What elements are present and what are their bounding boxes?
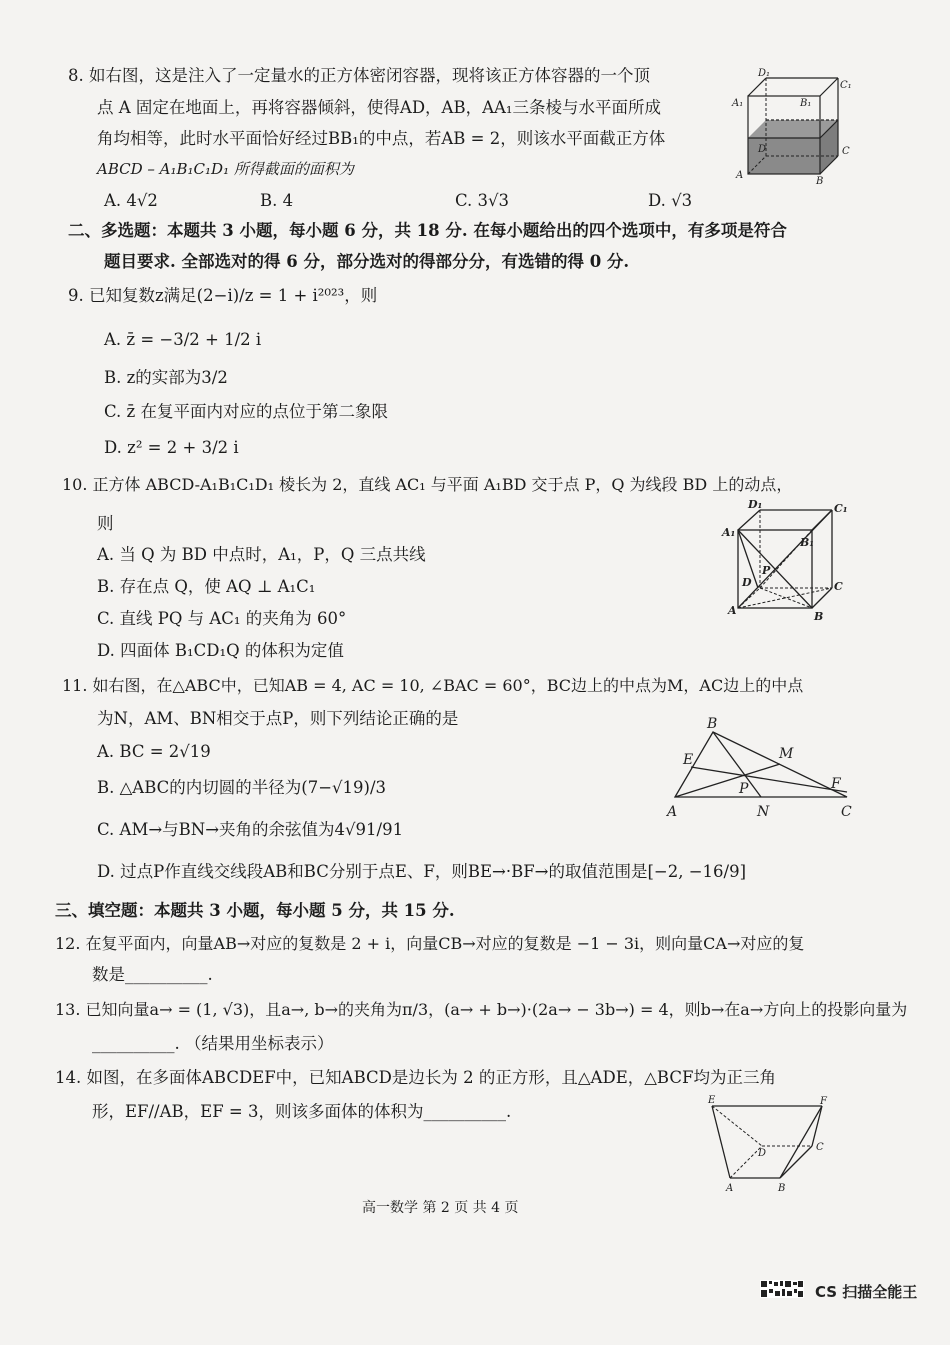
q8-label-d1: D₁ — [758, 68, 771, 79]
q8-label-c: C — [842, 146, 850, 157]
q8-option-b: B. 4 — [260, 191, 294, 210]
q8-option-d: D. √3 — [648, 191, 693, 210]
q11-label-m: M — [779, 746, 794, 762]
q11-option-c: C. AM→与BN→夹角的余弦值为4√91/91 — [97, 820, 404, 839]
q11-line-2: 为N，AM、BN相交于点P，则下列结论正确的是 — [97, 709, 459, 728]
q10-line-1: 10. 正方体 ABCD-A₁B₁C₁D₁ 棱长为 2，直线 AC₁ 与平面 A₁BD 交于点 P，Q 为线段 BD 上的动点， — [62, 475, 793, 494]
section-3-title: 三、填空题：本题共 3 小题，每小题 5 分，共 15 分. — [55, 901, 455, 920]
q14-label-a: A — [726, 1183, 734, 1194]
q10-line-2: 则 — [97, 514, 114, 533]
q12-line-1: 12. 在复平面内，向量AB→对应的复数是 2 + i，向量CB→对应的复数是 −1 − 3i，则向量CA→对应的复 — [55, 934, 805, 953]
qr-code-icon — [760, 1280, 804, 1298]
section-2-line-2: 题目要求. 全部选对的得 6 分，部分选对的得部分分，有选错的得 0 分. — [104, 252, 630, 271]
q11-label-p: P — [739, 781, 749, 797]
q11-label-f: F — [831, 776, 841, 792]
q10-option-a: A. 当 Q 为 BD 中点时，A₁，P，Q 三点共线 — [97, 545, 426, 564]
q9-option-a: A. z̄ = −3/2 + 1/2 i — [104, 330, 262, 349]
q9-option-d: D. z² = 2 + 3/2 i — [104, 438, 239, 457]
q10-label-b: B — [814, 610, 824, 623]
q8-label-c1: C₁ — [840, 80, 852, 91]
scanner-brand-logo: CS 扫描全能王 — [815, 1283, 918, 1301]
q8-label-a: A — [736, 170, 744, 181]
q14-label-c: C — [816, 1142, 824, 1153]
q8-label-d: D — [758, 144, 767, 155]
q10-label-c: C — [834, 580, 843, 593]
q10-option-b: B. 存在点 Q，使 AQ ⊥ A₁C₁ — [97, 577, 316, 596]
section-2-line-1: 二、多选题：本题共 3 小题，每小题 6 分，共 18 分. 在每小题给出的四个选项中，有多项是符合 — [68, 221, 787, 240]
q8-label-a1: A₁ — [732, 98, 744, 109]
q10-label-b1: B₁ — [800, 536, 815, 549]
q10-label-c1: C₁ — [834, 502, 848, 515]
q14-label-f: F — [820, 1096, 827, 1107]
q8-line-3: 角均相等，此时水平面恰好经过BB₁的中点，若AB = 2，则该水平面截正方体 — [97, 129, 666, 148]
q9-option-c: C. z̄ 在复平面内对应的点位于第二象限 — [104, 402, 388, 421]
q11-option-b: B. △ABC的内切圆的半径为(7−√19)/3 — [97, 778, 387, 797]
q8-label-b: B — [816, 176, 824, 186]
q11-label-c: C — [841, 804, 852, 820]
q14-label-d: D — [758, 1148, 767, 1159]
q10-option-c: C. 直线 PQ 与 AC₁ 的夹角为 60° — [97, 609, 347, 628]
q10-label-d1: D₁ — [748, 498, 763, 511]
q11-option-a: A. BC = 2√19 — [97, 742, 211, 761]
q11-triangle-figure — [665, 712, 855, 822]
q10-label-a1: A₁ — [722, 526, 736, 539]
q11-line-1: 11. 如右图，在△ABC中，已知AB = 4, AC = 10, ∠BAC = 60°，BC边上的中点为M，AC边上的中点 — [62, 676, 804, 695]
q8-line-2: 点 A 固定在地面上，再将容器倾斜，使得AD，AB，AA₁三条棱与水平面所成 — [97, 98, 662, 117]
q9-stem: 9. 已知复数z满足(2−i)/z = 1 + i²⁰²³，则 — [68, 286, 378, 305]
q8-line-1: 8. 如右图，这是注入了一定量水的正方体密闭容器，现将该正方体容器的一个顶 — [68, 66, 650, 85]
q12-line-2: 数是__________. — [92, 965, 213, 984]
q10-label-d: D — [742, 576, 752, 589]
q11-label-b: B — [707, 716, 718, 732]
q9-option-b: B. z的实部为3/2 — [104, 368, 228, 387]
q8-option-a: A. 4√2 — [104, 191, 158, 210]
q10-cube-figure — [720, 496, 855, 626]
q14-label-e: E — [708, 1095, 716, 1106]
q10-label-a: A — [728, 604, 737, 617]
q14-line-1: 14. 如图，在多面体ABCDEF中，已知ABCD是边长为 2 的正方形，且△ADE，△BCF均为正三角 — [55, 1068, 776, 1087]
q14-line-2: 形，EF//AB，EF = 3，则该多面体的体积为__________. — [92, 1102, 512, 1121]
q14-polyhedron-figure — [700, 1094, 840, 1199]
q10-option-d: D. 四面体 B₁CD₁Q 的体积为定值 — [97, 641, 344, 660]
q14-label-b: B — [778, 1183, 786, 1194]
q10-label-p: P — [762, 564, 771, 577]
q13-line-2: __________. （结果用坐标表示） — [92, 1034, 334, 1053]
q11-label-a: A — [667, 804, 678, 820]
q11-option-d: D. 过点P作直线交线段AB和BC分别于点E、F，则BE→·BF→的取值范围是[−2, −16/9] — [97, 862, 747, 881]
q11-label-e: E — [683, 752, 694, 768]
q11-label-n: N — [757, 804, 770, 820]
q8-line-4: ABCD – A₁B₁C₁D₁ 所得截面的面积为 — [97, 160, 354, 178]
q8-cube-figure — [730, 66, 860, 186]
q8-label-b1: B₁ — [800, 98, 812, 109]
q8-option-c: C. 3√3 — [455, 191, 510, 210]
q13-line-1: 13. 已知向量a→ = (1, √3)，且a→, b→的夹角为π/3，(a→ + b→)·(2a→ − 3b→) = 4，则b→在a→方向上的投影向量为 — [55, 1000, 908, 1019]
page-footer: 高一数学 第 2 页 共 4 页 — [362, 1200, 519, 1216]
